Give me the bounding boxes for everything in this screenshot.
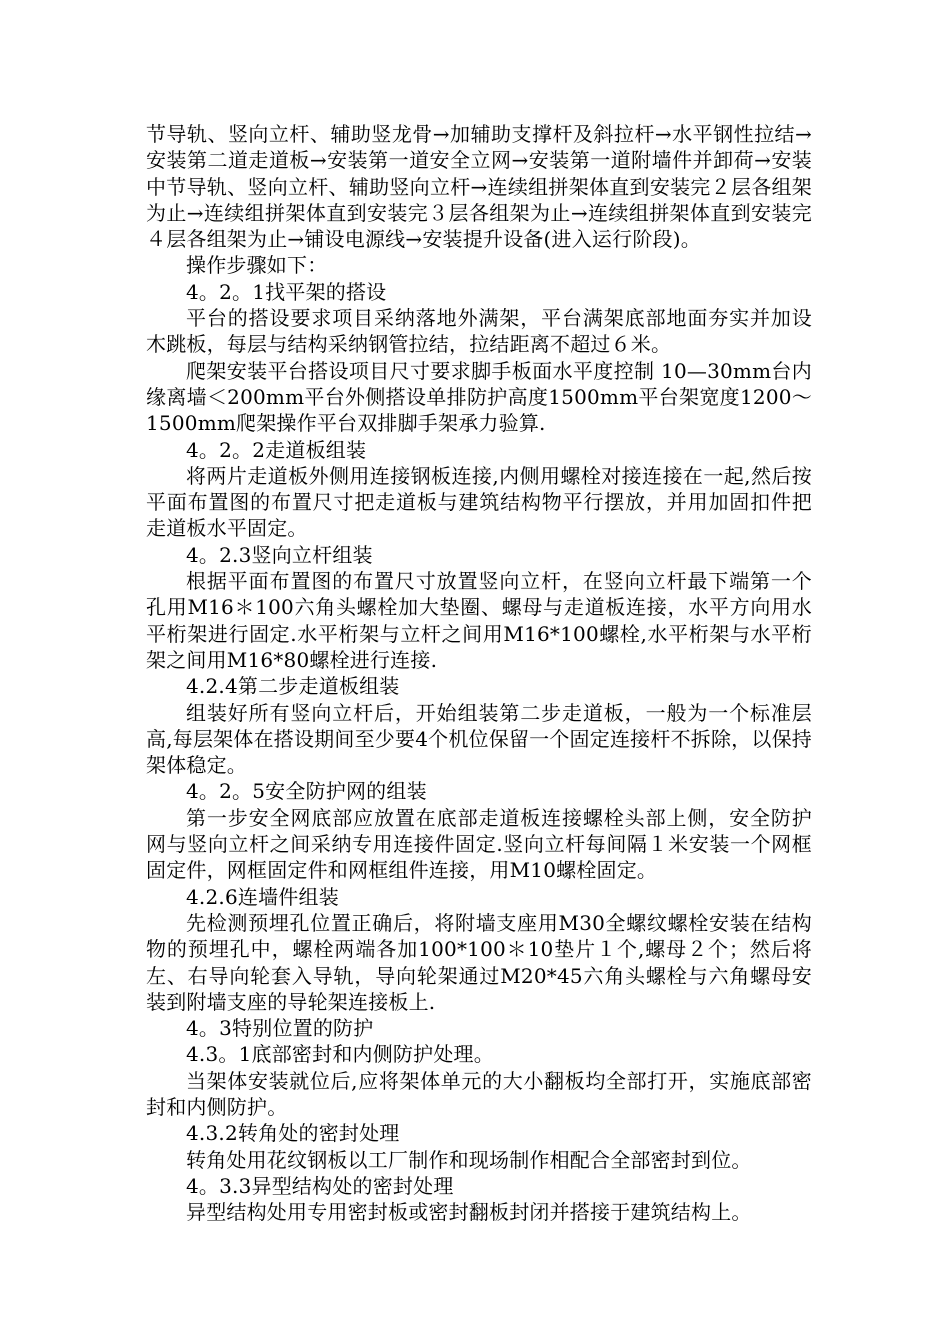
section-heading-4-2-1: 4。2。1找平架的搭设: [186, 279, 387, 304]
paragraph-irregular-seal: 异型结构处用专用密封板或密封翻板封闭并搭接于建筑结构上。: [186, 1200, 752, 1225]
paragraph-vertical-pole-assembly: 根据平面布置图的布置尺寸放置竖向立杆，在竖向立杆最下端第一个孔用M16＊100六角头螺栓加大垫圈、螺母与走道板连接，水平方向用水平桁架进行固定.水平桁架与立杆之间用M16*100螺栓,水平桁架与水平桁架之间用M16*80螺栓进行连接.: [146, 569, 812, 672]
paragraph-second-walkway: 组装好所有竖向立杆后，开始组装第二步走道板，一般为一个标准层高,每层架体在搭设期间至少要4个机位保留一个固定连接杆不拆除，以保持架体稳定。: [146, 700, 812, 778]
paragraph-process-flow: 节导轨、竖向立杆、辅助竖龙骨→加辅助支撑杆及斜拉杆→水平钢性拉结→安装第二道走道板→安装第一道安全立网→安装第一道附墙件并卸荷→安装中节导轨、竖向立杆、辅助竖向立杆→连续组拼架体直到安装完２层各组架为止→连续组拼架体直到安装完３层各组架为止→连续组拼架体直到安装完４层各组架为止→铺设电源线→安装提升设备(进入运行阶段)。: [146, 122, 812, 252]
document-body: [146, 121, 812, 1225]
section-heading-4-2-4: 4.2.4第二步走道板组装: [186, 674, 400, 699]
paragraph-walkway-assembly: 将两片走道板外侧用连接钢板连接,内侧用螺栓对接连接在一起,然后按平面布置图的布置尺寸把走道板与建筑结构物平行摆放，并用加固扣件把走道板水平固定。: [146, 463, 812, 541]
section-heading-4-3-1: 4.3。1底部密封和内侧防护处理。: [186, 1042, 494, 1067]
section-heading-4-2-3: 4。2.3竖向立杆组装: [186, 542, 373, 567]
section-heading-4-2-5: 4。2。5安全防护网的组装: [186, 779, 427, 804]
paragraph-steps-intro: 操作步骤如下：: [186, 253, 328, 278]
section-heading-4-2-2: 4。2。2走道板组装: [186, 437, 367, 462]
section-heading-4-3: 4。3特别位置的防护: [186, 1016, 374, 1041]
section-heading-4-3-3: 4。3.3异型结构处的密封处理: [186, 1173, 454, 1198]
paragraph-wall-connector: 先检测预埋孔位置正确后，将附墙支座用M30全螺纹螺栓安装在结构物的预埋孔中，螺栓两端各加100*100＊10垫片１个,螺母２个；然后将左、右导向轮套入导轨，导向轮架通过M20*45六角头螺栓与六角螺母安装到附墙支座的导轮架连接板上.: [146, 910, 812, 1014]
paragraph-platform-requirements: 爬架安装平台搭设项目尺寸要求脚手板面水平度控制 10—30mm台内缘离墙＜200mm平台外侧搭设单排防护高度1500mm平台架宽度1200～1500mm爬架操作平台双排脚手架承力验算.: [146, 358, 812, 436]
section-heading-4-2-6: 4.2.6连墙件组装: [186, 884, 339, 909]
section-heading-4-3-2: 4.3.2转角处的密封处理: [186, 1121, 400, 1146]
paragraph-corner-seal: 转角处用花纹钢板以工厂制作和现场制作相配合全部密封到位。: [186, 1147, 752, 1172]
paragraph-platform-setup: 平台的搭设要求项目采纳落地外满架，平台满架底部地面夯实并加设木跳板，每层与结构采纳钢管拉结，拉结距离不超过６米。: [146, 306, 812, 357]
paragraph-safety-net: 第一步安全网底部应放置在底部走道板连接螺栓头部上侧，安全防护网与竖向立杆之间采纳专用连接件固定.竖向立杆每间隔１米安装一个网框固定件，网框固定件和网框组件连接，用M10螺栓固定。: [146, 805, 812, 883]
paragraph-bottom-seal: 当架体安装就位后,应将架体单元的大小翻板均全部打开，实施底部密封和内侧防护。: [146, 1068, 812, 1119]
